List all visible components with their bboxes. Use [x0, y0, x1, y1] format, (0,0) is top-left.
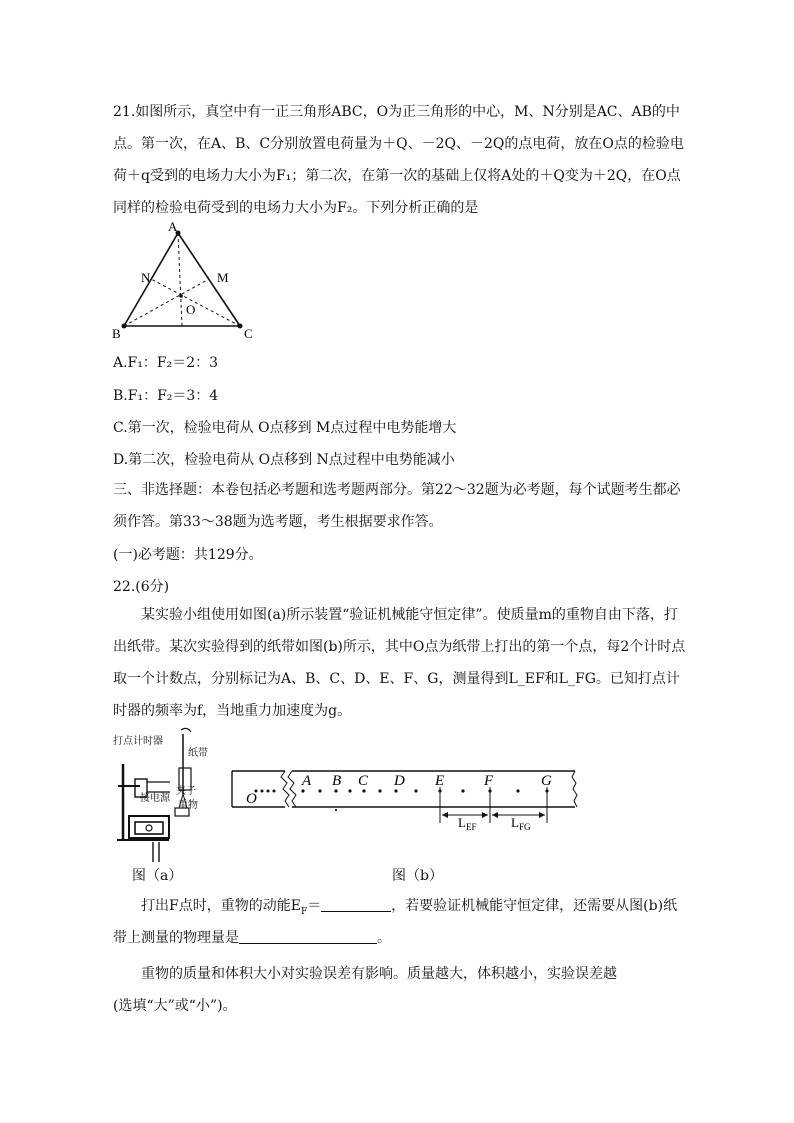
label-power: 接电源 — [140, 793, 170, 804]
length-ef-l: L — [458, 815, 466, 830]
center-o — [179, 294, 183, 298]
label-weight: 重物 — [178, 800, 198, 811]
side-ab — [124, 233, 178, 326]
q22-sub1-part2: ＝ — [307, 898, 322, 914]
label-o: O — [186, 302, 196, 317]
q22-sub2-line2: (选填“大”或“小”)。 — [113, 998, 237, 1014]
q21-stem: 21.如图所示，真空中有一正三角形ABC，O为正三角形的中心，M、N分别是AC、AB的中点。第一次，在A、B、C分别放置电荷量为＋Q、－2Q、－2Q的点电荷，放在O点的检验电荷＋q受到的电场力大小为F₁；第二次，在第一次的基础上仅将A处的＋Q变为＋2Q，在O点同样的检验电荷受到的电场力大小为F₂。下列分析正确的是 — [113, 104, 684, 216]
q22-sub1-line1 — [113, 895, 677, 917]
vertex-b — [122, 324, 127, 329]
label-c: C — [244, 326, 253, 341]
q22-sub1-end: 。 — [377, 930, 391, 946]
length-fg-label — [511, 815, 531, 830]
point-b: B — [332, 773, 342, 789]
point-e: E — [435, 773, 445, 789]
label-a: A — [168, 219, 178, 234]
required-note: (一)必考题：共129分。 — [113, 547, 263, 563]
label-timer: 打点计时器 — [113, 736, 163, 747]
median-c — [151, 279, 240, 326]
median-a — [178, 233, 182, 326]
point-c: C — [358, 773, 369, 789]
point-g: G — [541, 773, 552, 789]
point-f: F — [484, 773, 494, 789]
section3-heading: 三、非选择题：本卷包括必考题和选考题两部分。第22～32题为必考题，每个试题考生都必须作答。第33～38题为选考题，考生根据要求作答。 — [113, 482, 681, 530]
option-c: C.第一次，检验电荷从 O点移到 M点过程中电势能增大 — [113, 420, 457, 436]
option-b: B.F₁：F₂＝3：4 — [113, 388, 219, 404]
length-ef-sub: EF — [465, 822, 477, 830]
paper-tape-figure — [230, 765, 582, 830]
q22-intro: 某实验小组使用如图(a)所示装置“验证机械能守恒定律”。使质量m的重物自由下落，打出纸带。某次实验得到的纸带如图(b)所示，其中O点为纸带上打出的第一个点，每2个计时点取一个计数点，分别标记为A、B、C、D、E、F、G，测量得到L_EF和L_FG。已知打点计时器的频率为f，当地重力加速度为g。 — [113, 607, 686, 719]
label-b: B — [112, 326, 121, 341]
answer-blank-kinetic-energy[interactable] — [321, 897, 391, 912]
caption-b: 图（b） — [392, 868, 443, 884]
q22-sub1-sub: F — [300, 906, 308, 917]
option-d: D.第二次，检验电荷从 O点移到 N点过程中电势能减小 — [113, 452, 455, 468]
label-m: M — [217, 270, 229, 285]
label-n: N — [141, 270, 151, 285]
caption-a: 图（a） — [132, 868, 183, 884]
point-a: A — [302, 773, 312, 789]
q22-number: 22.(6分) — [113, 579, 170, 595]
answer-blank-quantity[interactable] — [239, 929, 377, 944]
q22-sub2-line1: 重物的质量和体积大小对实验误差有影响。质量越大，体积越小，实验误差越 — [141, 966, 617, 982]
length-fg-l: L — [511, 815, 519, 830]
q22-sub1-part3: ，若要验证机械能守恒定律，还需要从图(b)纸 — [391, 898, 678, 914]
point-o: O — [246, 791, 257, 807]
length-fg-sub: FG — [518, 822, 531, 830]
option-a: A.F₁：F₂＝2：3 — [113, 355, 219, 371]
point-d: D — [394, 773, 405, 789]
q22-sub1-part1: 打出F点时，重物的动能E — [141, 898, 301, 914]
label-tape: 纸带 — [188, 748, 208, 759]
triangle-figure — [108, 218, 268, 343]
q22-sub1-line2 — [113, 927, 391, 947]
label-clamp: 夹子 — [176, 786, 196, 797]
q22-sub1-line2-text: 带上测量的物理量是 — [113, 930, 239, 946]
length-ef-label — [458, 815, 476, 830]
vertex-c — [238, 324, 243, 329]
